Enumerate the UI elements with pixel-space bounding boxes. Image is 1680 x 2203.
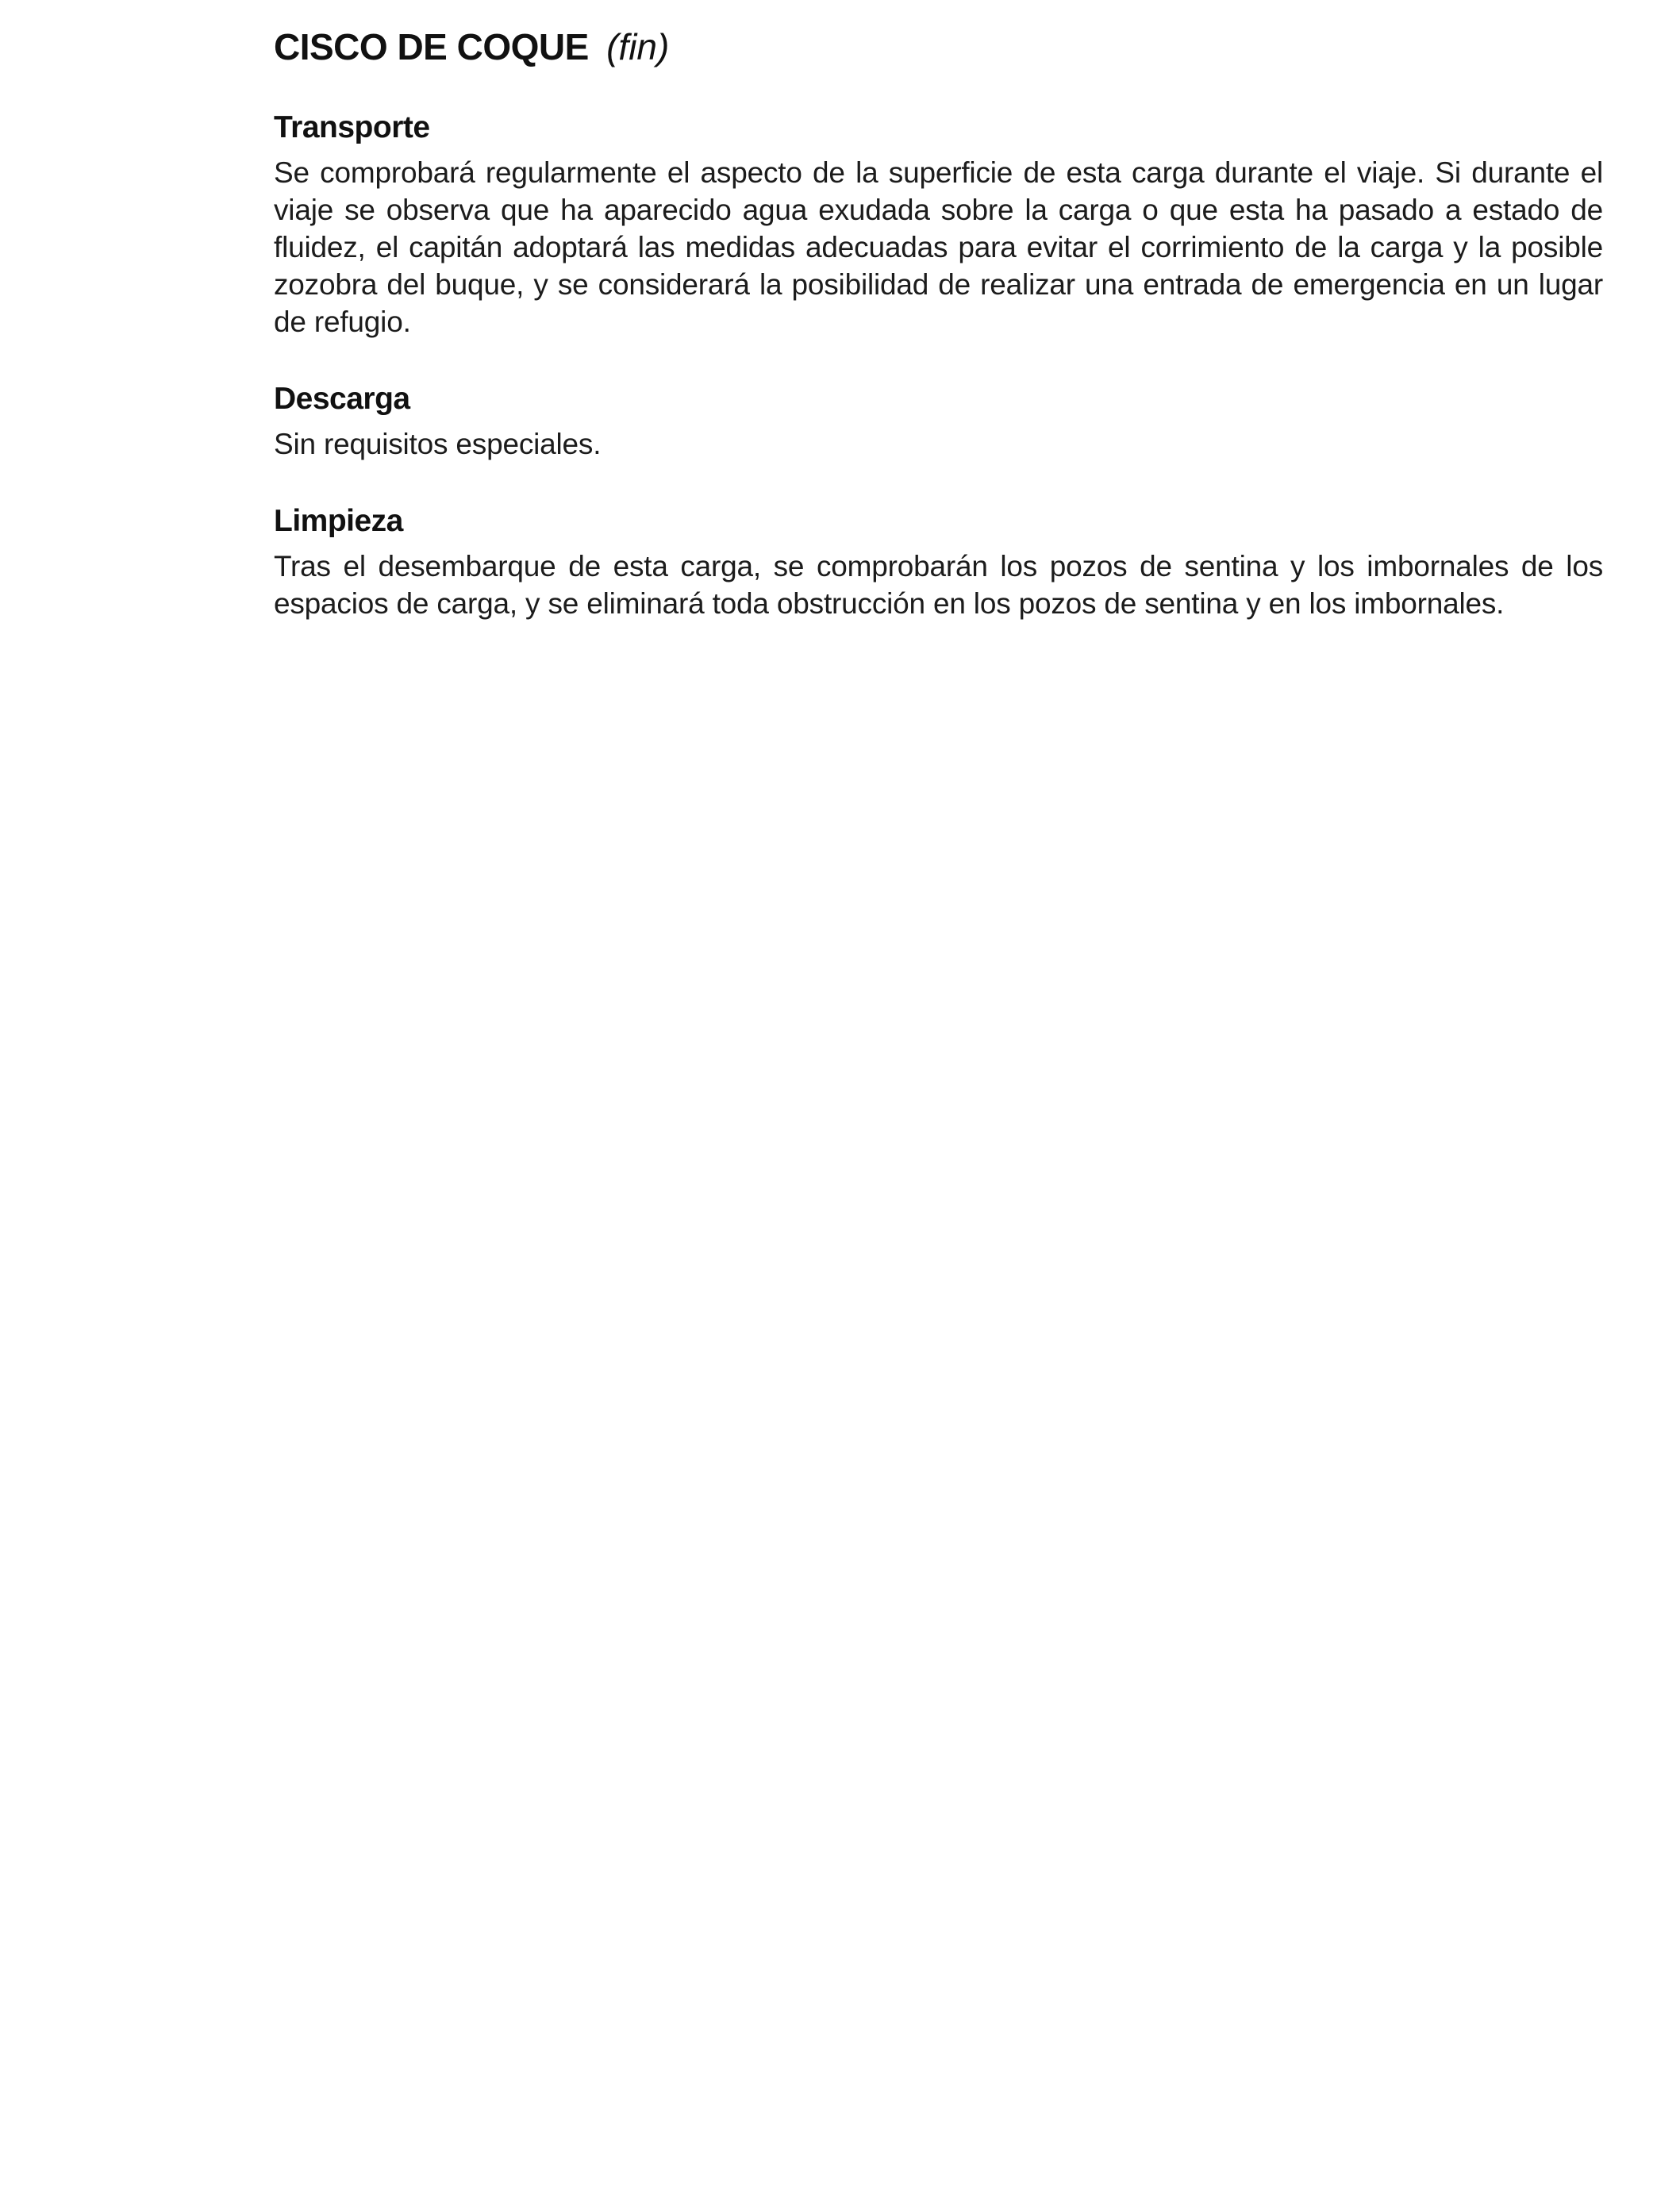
section-body-limpieza: Tras el desembarque de esta carga, se comprobarán los pozos de sentina y los imbornales de los espacios de carga, y se eliminará toda obstrucción en los pozos de sentina y en los imbornales.: [274, 549, 1603, 620]
section-heading-transporte: Transporte: [274, 110, 430, 145]
page-title-text: CISCO DE COQUE: [274, 26, 589, 67]
section-body-transporte: Se comprobará regularmente el aspecto de la superficie de esta carga durante el viaje. Si durante el viaje se observa que ha aparecido agua exudada sobre la carga o que esta ha pasado a estado de fluidez, el capitán adoptará las medidas adecuadas para evitar el corrimiento de la carga y la posible zozobra del buque, y se considerará la posibilidad de realizar una entrada de emergencia en un lugar de refugio.: [274, 156, 1603, 339]
section-transporte: [274, 110, 1603, 340]
section-limpieza: [274, 504, 1603, 622]
title-continuation-marker: (fin): [606, 26, 670, 67]
page-title: [274, 25, 1603, 69]
section-heading-descarga: Descarga: [274, 382, 410, 417]
section-body-descarga: Sin requisitos especiales.: [274, 427, 602, 460]
section-descarga: [274, 382, 1603, 463]
section-heading-limpieza: Limpieza: [274, 503, 403, 538]
